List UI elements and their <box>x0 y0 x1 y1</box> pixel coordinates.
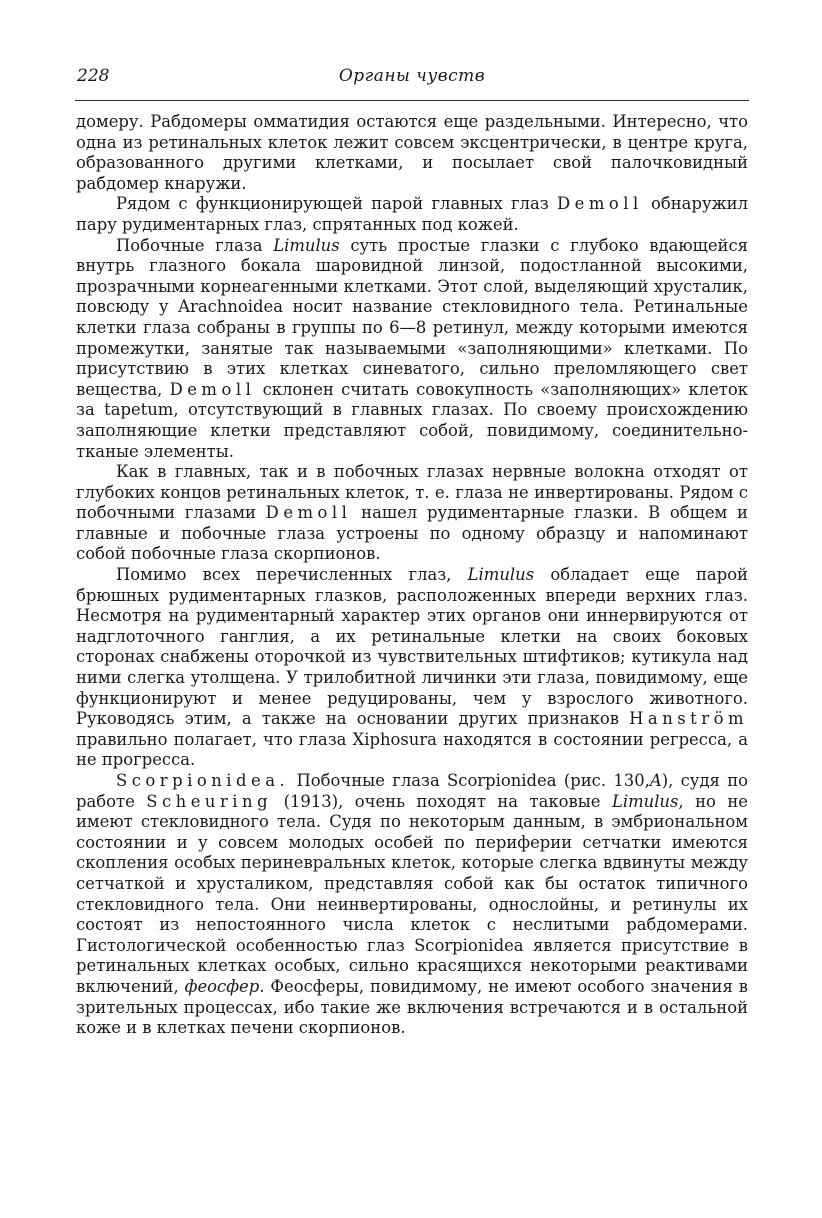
header-rule <box>75 100 749 101</box>
page-header <box>77 66 747 92</box>
body-text <box>76 112 748 1039</box>
page-number: 228 <box>77 66 110 86</box>
genus-name: Limulus <box>611 791 679 811</box>
author-name: Scheuring <box>146 791 273 811</box>
paragraph-1: домеру. Рабдомеры омматидия остаются еще раздельными. Интересно, что одна из ретинальных клеток лежит совсем эксцентрически, в центре круга, образованного другими клетками, и посылает свой палочковидный рабдомер кнаружи. <box>76 112 748 193</box>
figure-label: A <box>649 771 662 790</box>
term: феосфер <box>184 976 260 996</box>
running-title: Органы чувств <box>338 66 486 86</box>
text-run: . Феосферы, повидимому, не имеют особого значения в зрительных процессах, ибо такие же включения встречаются и в остальной коже и в клетках печени скорпионов. <box>76 976 748 1038</box>
text-run: суть простые глазки с глубоко вдающейся внутрь глазного бокала шаровидной линзой, подостланной высокими, прозрачными корнеагенными клетками. Этот слой, выделяющий хрусталик, повсюду у Arachnoidea носит название стекловидного тела. Ретинальные клетки глаза собраны в группы по 6—8 ретинул, между которыми имеются промежутки, занятые так называемыми «заполняющими» клетками. По присутствию в этих клетках синеватого, сильно преломляющего свет вещества, <box>76 235 748 399</box>
text-run: Побочные глаза Scorpionidea (рис. 130, <box>289 771 650 790</box>
paragraph-5 <box>76 565 748 771</box>
text-run: Помимо всех перечисленных глаз, <box>116 565 468 585</box>
text-run: Как в главных, так и в побочных глазах нервные волокна отходят от глубоких концов ретинальных клеток, т. е. глаза не инвертированы. Рядом с побочными глазами <box>76 462 748 523</box>
paragraph-3 <box>76 236 748 463</box>
text-run: Побочные глаза <box>116 235 274 255</box>
text-run: обнаружил пару рудиментарных глаз, спрятанных под кожей. <box>76 194 749 234</box>
text-run: склонен считать совокупность «заполняющих» клеток за tapetum, отсутствующий в главных глазах. По своему происхождению заполняющие клетки представляют собой, повидимому, соединительно-тканые элементы. <box>76 379 748 461</box>
text-run: (1913), очень походят на таковые <box>272 791 612 811</box>
author-name: Hanström <box>629 709 748 729</box>
paragraph-4 <box>76 462 748 565</box>
author-name: Demoll <box>556 194 643 214</box>
text-run: ), судя по работе <box>76 771 748 811</box>
text-run: обладает еще парой брюшных рудиментарных глазков, расположенных впереди верхних глаз. Несмотря на рудиментарный характер этих органов они иннервируются от надглоточного ганглия, а их ретинальные клетки на своих боковых сторонах снабжены оторочкой из чувствительных штифтиков; кутикула над ними слегка утолщена. У трилобитной личинки эти глаза, повидимому, еще функционируют и менее редуцированы, чем у взрослого животного. Руководясь этим, а также на основании других признаков <box>76 565 748 729</box>
genus-name: Limulus <box>273 235 340 255</box>
paragraph-6 <box>76 771 748 1039</box>
paragraph-2 <box>76 194 748 235</box>
text-run: нашел рудиментарные глазки. В общем и главные и побочные глаза устроены по одному образцу и напоминают собой побочные глаза скорпионов. <box>76 503 748 564</box>
genus-name: Limulus <box>467 565 535 585</box>
text-run: Рядом с функционирующей парой главных глаз <box>116 194 557 214</box>
author-name: Demoll <box>265 503 352 523</box>
author-name: Demoll <box>169 379 256 399</box>
section-heading: Scorpionidea. <box>116 771 290 790</box>
text-run: , но не имеют стекловидного тела. Судя по некоторым данным, в эмбриональном состоянии и у совсем молодых особей по периферии сетчатки имеются скопления особых периневральных клеток, которые слегка вдвинуты между сетчаткой и хрусталиком, представляя собой как бы остаток типичного стекловидного тела. Они неинвертированы, однослойны, и ретинулы их состоят из непостоянного числа клеток с неслитыми рабдомерами. Гистологической особенностью глаз Scorpionidea является присутствие в ретинальных клетках особых, сильно красящихся некоторыми реактивами включений, <box>76 791 748 996</box>
text-run: правильно полагает, что глаза Xiphosura находятся в состоянии регресса, а не прогресса. <box>76 729 748 770</box>
